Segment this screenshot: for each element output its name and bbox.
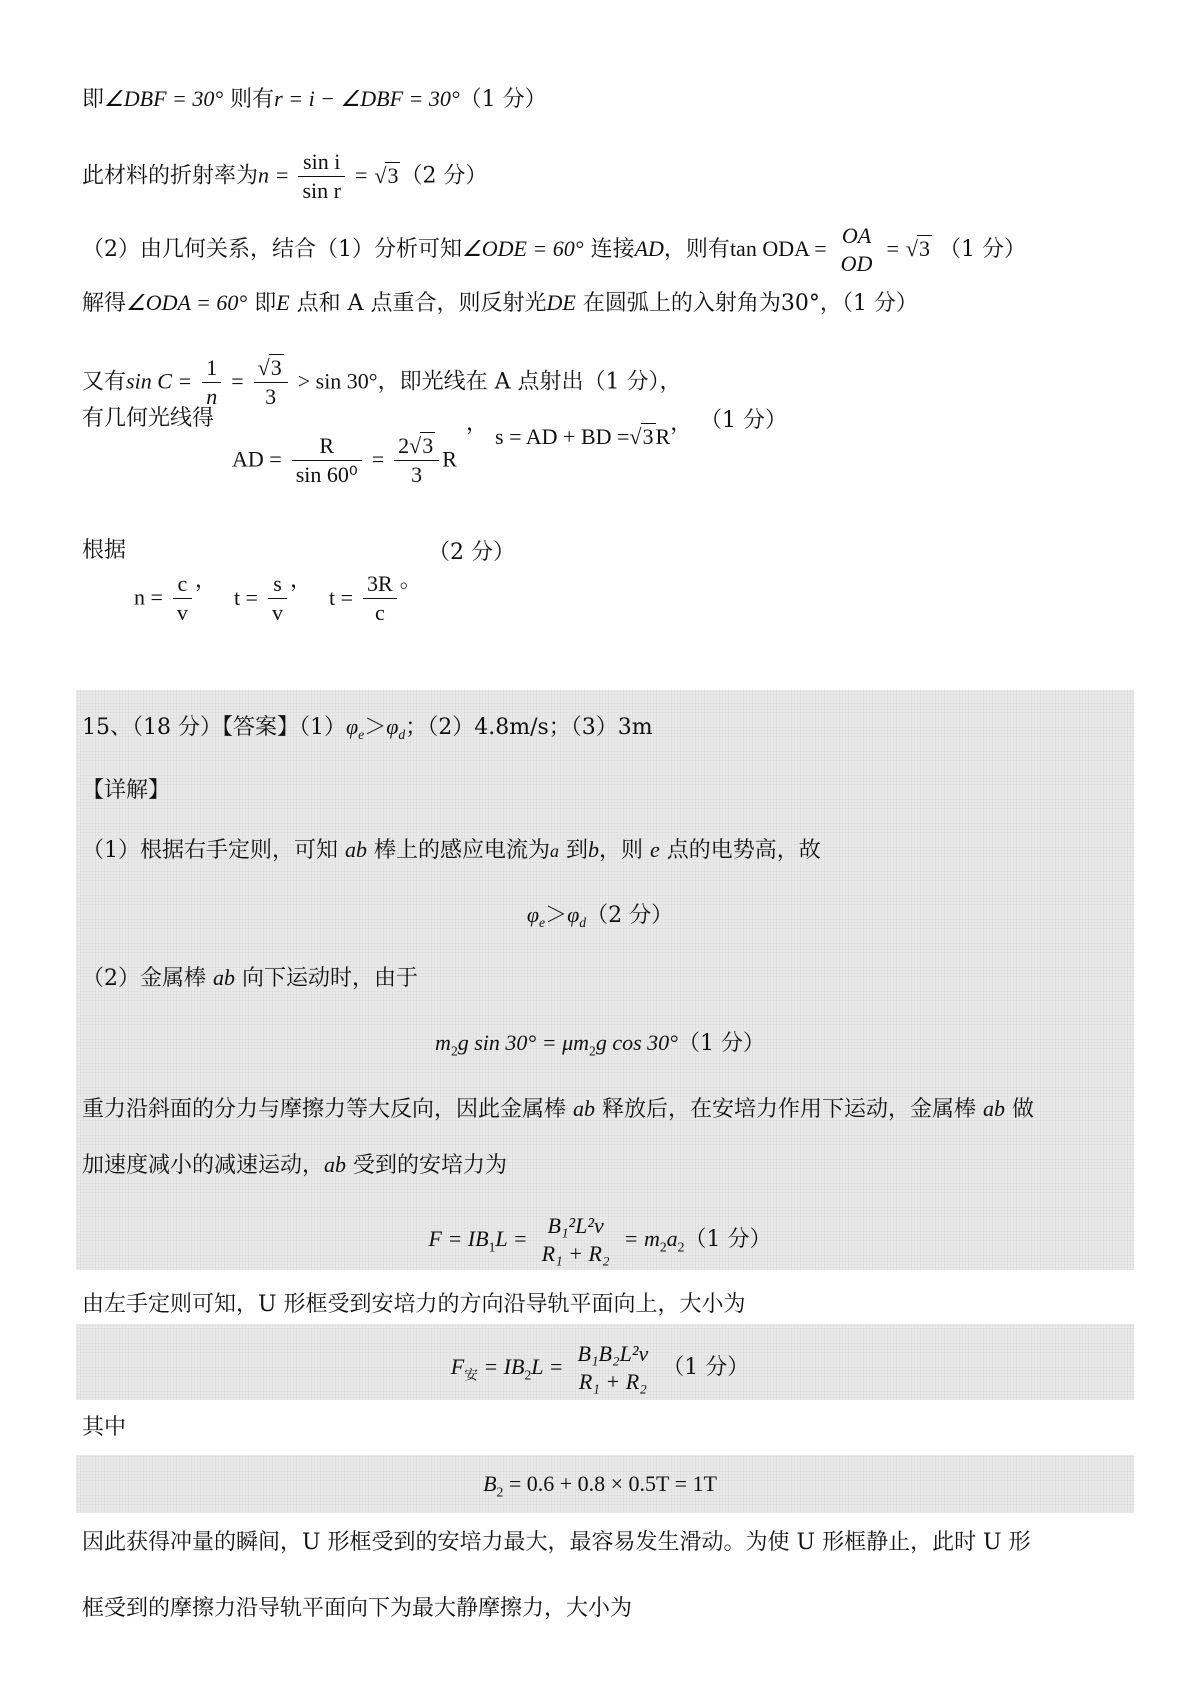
- formula-b2: [0, 1469, 1200, 1500]
- math-t: t =: [233, 584, 258, 610]
- radicand: 3: [270, 355, 282, 380]
- numerator: R: [292, 432, 362, 461]
- math-gt: ＞: [545, 903, 568, 928]
- line-where: [82, 1413, 126, 1443]
- math-angle: ∠ODE = 60°: [462, 236, 584, 261]
- text: 则有: [223, 87, 275, 112]
- text: ，则有: [663, 237, 730, 262]
- phi: φ: [345, 714, 359, 739]
- math-t: t =: [328, 584, 354, 610]
- text: （2）金属棒: [82, 966, 213, 991]
- fraction-root3-over-3: [254, 354, 288, 411]
- text: 向下运动时，由于: [235, 966, 418, 991]
- text: 受到的安培力为: [346, 1153, 508, 1178]
- numerator: B₁²L²v: [547, 1213, 604, 1238]
- line-geometry: [82, 222, 1026, 278]
- math-ab: ab: [573, 1096, 595, 1121]
- math-ab: ab: [324, 1152, 347, 1177]
- math-ab: ab: [213, 965, 235, 990]
- numerator: 3R: [363, 570, 397, 599]
- fraction-2root3-over-3: [394, 432, 439, 489]
- sqrt-3: √3: [905, 236, 930, 261]
- text: 点和 A 点重合，则反射光: [289, 291, 547, 316]
- text: 【详解】: [82, 778, 171, 803]
- math-s: s = AD + BD =: [495, 424, 630, 449]
- line-ad-formula: [232, 432, 457, 489]
- math-ab: ab: [983, 1096, 1005, 1121]
- math-r: R: [655, 424, 671, 449]
- subscript: d: [398, 727, 406, 743]
- score: （2 分）: [400, 163, 488, 189]
- fraction-3r-over-c: [363, 570, 397, 627]
- numerator: OA: [841, 223, 872, 248]
- phi: φ: [386, 714, 399, 739]
- text: 有几何光线得: [82, 406, 215, 431]
- text: 框受到的摩擦力沿导轨平面向下为最大静摩擦力，大小为: [82, 1596, 633, 1621]
- phi: φ: [567, 902, 580, 927]
- text: 连接: [583, 237, 635, 262]
- line-critical-angle: [82, 354, 681, 411]
- denominator: 3: [411, 462, 423, 487]
- text: ，则: [599, 838, 650, 863]
- line-deceleration: [82, 1150, 507, 1181]
- line-left-hand-rule: [82, 1290, 746, 1320]
- math-a: a: [550, 841, 559, 861]
- fraction-sin-i-over-sin-r: [298, 148, 345, 205]
- math-e: e: [650, 837, 660, 862]
- math: F = IB: [428, 1226, 489, 1251]
- math-b: b: [588, 837, 599, 862]
- punct: 。: [399, 567, 422, 593]
- subscript: 2: [677, 1239, 685, 1255]
- line-according: [82, 536, 126, 566]
- text: 点的电势高，故: [659, 838, 821, 863]
- formula-friction-balance: [0, 1028, 1200, 1059]
- math: a: [666, 1226, 678, 1251]
- math-ad: AD: [634, 236, 664, 261]
- math: = 0.6 + 0.8 × 0.5T = 1T: [503, 1471, 717, 1496]
- denominator: R₁ + R₂: [578, 1369, 647, 1394]
- text: 由左手定则可知，U 形框受到安培力的方向沿导轨平面向上，大小为: [82, 1292, 746, 1317]
- numerator: √3: [254, 354, 288, 383]
- math-tan: tan ODA =: [729, 236, 827, 261]
- subscript: 1: [488, 1239, 496, 1255]
- score-text: （2 分）: [428, 540, 515, 565]
- text: 释放后，在安培力作用下运动，金属棒: [595, 1097, 983, 1122]
- subscript: 2: [659, 1239, 667, 1255]
- line-static-friction: [82, 1594, 632, 1624]
- fraction-r-over-sin60: [292, 432, 362, 489]
- phi: φ: [526, 902, 540, 927]
- coefficient: 2: [398, 433, 410, 458]
- denominator: v: [271, 600, 283, 625]
- sqrt-3: √3: [629, 424, 654, 449]
- text: 15、（18 分）【答案】（1）: [82, 715, 346, 740]
- denominator: v: [176, 600, 188, 625]
- line-angle-dbf: [82, 84, 547, 115]
- numerator: s: [268, 570, 287, 599]
- text: 解得: [82, 291, 127, 316]
- denominator: c: [374, 600, 385, 625]
- text: 此材料的折射率为: [82, 163, 259, 189]
- numerator: sin i: [298, 148, 345, 177]
- formula-ampere-force-rod: [0, 1212, 1200, 1268]
- math: L =: [531, 1354, 564, 1379]
- math: L =: [495, 1226, 528, 1251]
- radicand: 3: [642, 424, 654, 449]
- math-ab: ab: [345, 837, 367, 862]
- punct: ，: [289, 567, 312, 593]
- answer-header: [82, 712, 653, 743]
- numerator: B₁B₂L²v: [577, 1341, 649, 1366]
- subscript: e: [358, 727, 365, 743]
- math-eq: =: [276, 162, 289, 188]
- text: ，即光线在 A 点射出（1 分），: [377, 369, 682, 395]
- radicand: 3: [387, 162, 399, 188]
- text: 根据: [82, 538, 127, 563]
- fraction-c-over-v: [173, 570, 192, 627]
- text: 在圆弧上的入射角为30°，（1 分）: [575, 291, 918, 316]
- line-right-hand-rule: [82, 835, 821, 866]
- denominator: 3: [265, 384, 277, 409]
- text: （1）根据右手定则，可知: [82, 838, 345, 863]
- denominator: n: [206, 384, 218, 409]
- formula-potential: [0, 900, 1200, 931]
- text: 到: [559, 838, 588, 863]
- fraction-force-frame: [573, 1340, 652, 1396]
- subscript: 安: [464, 1367, 478, 1384]
- math-gt: ＞: [364, 715, 387, 740]
- score: （1 分）: [684, 1227, 772, 1252]
- line-nt-formulas: [134, 567, 422, 627]
- subscript: d: [579, 915, 587, 931]
- text: 即: [247, 291, 277, 316]
- score: （2 分）: [586, 903, 674, 928]
- subscript: 2: [524, 1367, 532, 1383]
- math: = IB: [477, 1354, 525, 1379]
- math-refraction-angle: r = i − ∠DBF = 30°: [274, 86, 460, 111]
- math-eq: =: [231, 368, 244, 394]
- math-angle: ∠DBF = 30°: [104, 86, 224, 111]
- subscript: e: [539, 915, 546, 931]
- math-sinc: sin C =: [126, 368, 193, 394]
- math-de: DE: [546, 290, 576, 315]
- math: B: [483, 1471, 497, 1496]
- fraction-oa-over-od: [837, 222, 877, 278]
- score: （1 分）: [677, 1031, 765, 1056]
- numerator: c: [173, 570, 192, 599]
- subscript: 2: [589, 1043, 596, 1059]
- math-r: R: [442, 446, 457, 472]
- radicand: 3: [918, 236, 930, 261]
- score-text: （1 分）: [700, 408, 787, 433]
- math-gt: > sin 30°: [297, 368, 378, 394]
- text: （2）由几何关系，结合（1）分析可知: [82, 237, 462, 262]
- punct: ，: [194, 567, 217, 593]
- text: 即: [82, 87, 105, 112]
- formula-ampere-force-frame: [0, 1340, 1200, 1396]
- math-n: n =: [134, 584, 163, 610]
- math-ad: AD =: [232, 446, 282, 472]
- line-metal-rod: [82, 963, 418, 994]
- text: 做: [1005, 1097, 1034, 1122]
- line-gravity-component: [82, 1094, 1034, 1125]
- text: 重力沿斜面的分力与摩擦力等大反向，因此金属棒: [82, 1097, 573, 1122]
- text: 棒上的感应电流为: [367, 838, 550, 863]
- denominator: sin 60⁰: [295, 462, 358, 487]
- text: 其中: [82, 1415, 127, 1440]
- math: g sin 30° = μm: [457, 1030, 589, 1055]
- math-n: n: [258, 162, 270, 188]
- text: 因此获得冲量的瞬间，U 形框受到的安培力最大，最容易发生滑动。为使 U 形框静止，此时 U 形: [82, 1530, 1031, 1555]
- detail-heading: [82, 776, 170, 806]
- line-geometry-ad: [82, 404, 214, 434]
- punct: ，: [670, 411, 693, 436]
- math-eq: =: [886, 236, 899, 261]
- denominator: sin r: [302, 178, 341, 203]
- punct: ，: [466, 411, 489, 436]
- math-eq: =: [371, 446, 385, 472]
- line-solve-oda: [82, 288, 918, 319]
- numerator: 2√3: [394, 432, 439, 461]
- score: （1 分）: [938, 237, 1026, 262]
- text: 又有: [82, 369, 127, 395]
- line-s-formula: [466, 411, 693, 453]
- math: g cos 30°: [595, 1030, 678, 1055]
- sqrt-3: √3: [374, 162, 399, 188]
- subscript: 2: [496, 1484, 504, 1500]
- score: [700, 406, 787, 436]
- score: [428, 538, 515, 568]
- subscript: 2: [450, 1043, 458, 1059]
- math-e: E: [276, 290, 290, 315]
- math-eq: =: [354, 162, 368, 188]
- fraction-1-over-n: [202, 354, 221, 411]
- fraction-force: [538, 1212, 614, 1268]
- radicand: 3: [422, 433, 434, 458]
- line-refractive-index: [82, 148, 487, 205]
- math: = m: [623, 1226, 660, 1251]
- math: m: [435, 1030, 451, 1055]
- denominator: OD: [840, 251, 873, 276]
- numerator: 1: [202, 354, 221, 383]
- fraction-s-over-v: [268, 570, 287, 627]
- denominator: R₁ + R₂: [541, 1241, 610, 1266]
- math-angle: ∠ODA = 60°: [126, 290, 248, 315]
- text: 加速度减小的减速运动，: [82, 1153, 325, 1178]
- score: （1 分）: [662, 1355, 750, 1380]
- line-impulse: [82, 1528, 1031, 1558]
- text: ；（2）4.8m/s；（3）3m: [405, 715, 653, 740]
- math: F: [450, 1354, 465, 1379]
- score: （1 分）: [459, 87, 547, 112]
